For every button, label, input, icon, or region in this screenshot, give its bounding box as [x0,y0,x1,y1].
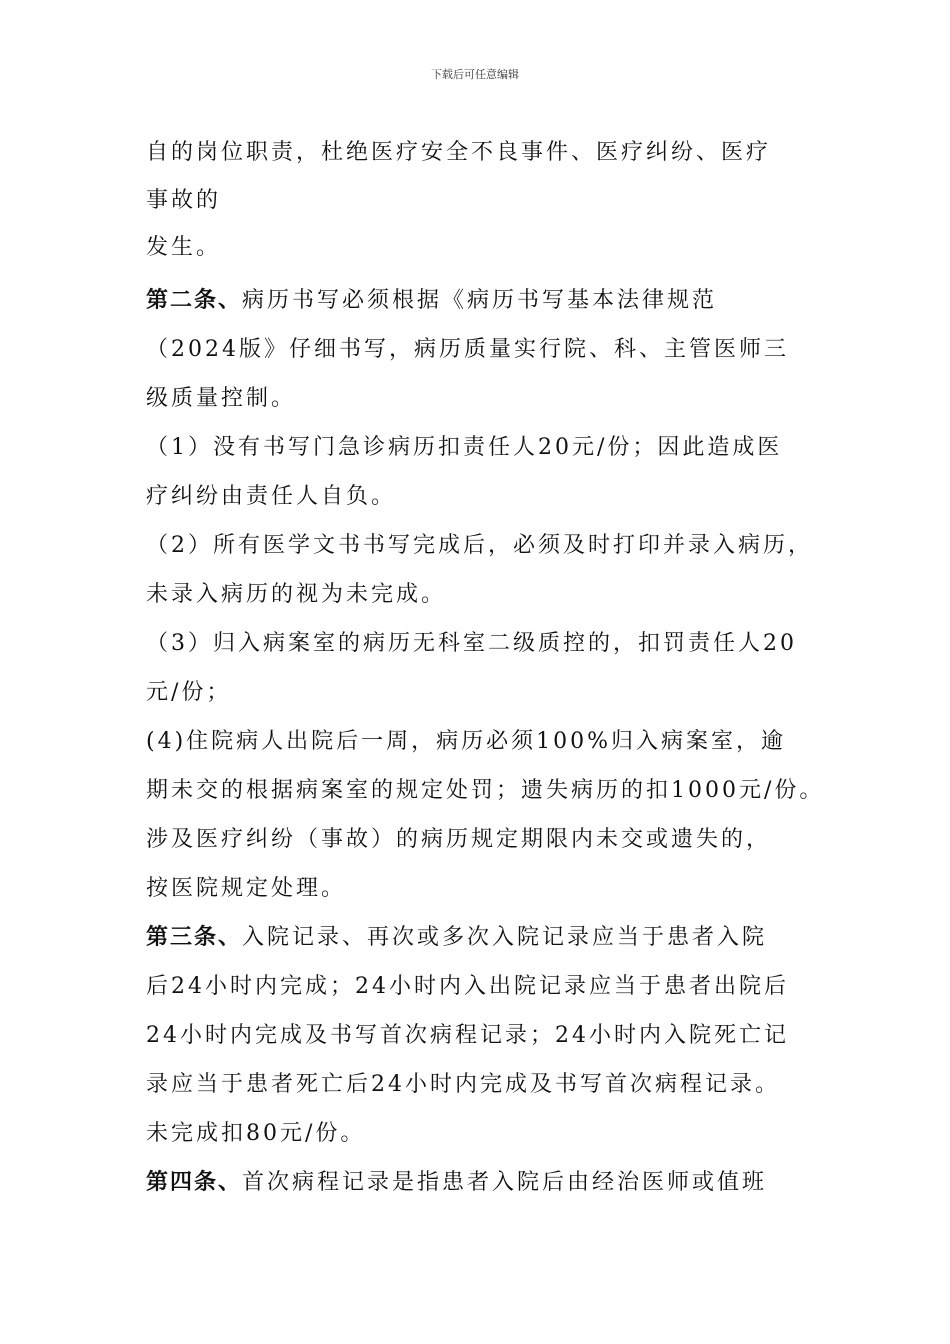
article-heading: 第三条、 [146,924,243,950]
line-text: 24小时内完成及书写首次病程记录；24小时内入院死亡记 [146,1023,789,1048]
text-line [146,1158,836,1207]
line-text: 首次病程记录是指患者入院后由经治医师或值班 [242,1170,768,1195]
text-line [146,1060,836,1109]
line-text: 发生。 [146,235,222,260]
text-line [146,224,836,271]
line-text: 按医院规定处理。 [146,876,347,901]
line-text: （2）所有医学文书书写完成后，必须及时打印并录入病历， [146,533,813,558]
text-line [146,619,836,668]
line-text: 未完成扣80元/份。 [146,1121,366,1146]
text-line [146,668,836,717]
line-text: 疗纠纷由责任人自负。 [146,484,397,509]
text-line [146,521,836,570]
text-line [146,864,836,913]
text-line [146,1011,836,1060]
text-line [146,962,836,1011]
text-line [146,423,836,472]
text-line [146,128,836,177]
line-text: 期未交的根据病案室的规定处罚；遗失病历的扣1000元/份。 [146,778,825,803]
line-text: 自的岗位职责，杜绝医疗安全不良事件、医疗纠纷、医疗 [146,140,772,165]
text-line [146,766,836,815]
line-text: (4)住院病人出院后一周，病历必须100%归入病案室，逾 [146,729,787,754]
line-text: 录应当于患者死亡后24小时内完成及书写首次病程记录。 [146,1072,780,1097]
text-line [146,913,836,962]
line-text: 病历书写必须根据《病历书写基本法律规范 [242,288,718,313]
text-line [146,717,836,766]
article-heading: 第四条、 [146,1169,243,1195]
line-text: （1）没有书写门急诊病历扣责任人20元/份；因此造成医 [146,435,783,460]
line-text: 事故的 [146,188,222,213]
line-text: 元/份； [146,680,232,705]
line-text: （2024版》仔细书写，病历质量实行院、科、主管医师三 [146,337,789,362]
line-text: 入院记录、再次或多次入院记录应当于患者入院 [242,925,768,950]
text-line [146,1109,836,1158]
page-header: 下载后可任意编辑 [431,68,519,81]
document-body [146,128,836,1207]
text-line [146,472,836,521]
text-line [146,570,836,619]
line-text: 级质量控制。 [146,386,297,411]
line-text: 未录入病历的视为未完成。 [146,582,447,607]
text-line [146,374,836,423]
text-line [146,177,836,224]
text-line [146,815,836,864]
line-text: （3）归入病案室的病历无科室二级质控的，扣罚责任人20 [146,631,797,656]
line-text: 后24小时内完成；24小时内入出院记录应当于患者出院后 [146,974,789,999]
article-heading: 第二条、 [146,287,243,313]
text-line [146,276,836,325]
text-line [146,325,836,374]
line-text: 涉及医疗纠纷（事故）的病历规定期限内未交或遗失的， [146,827,772,852]
